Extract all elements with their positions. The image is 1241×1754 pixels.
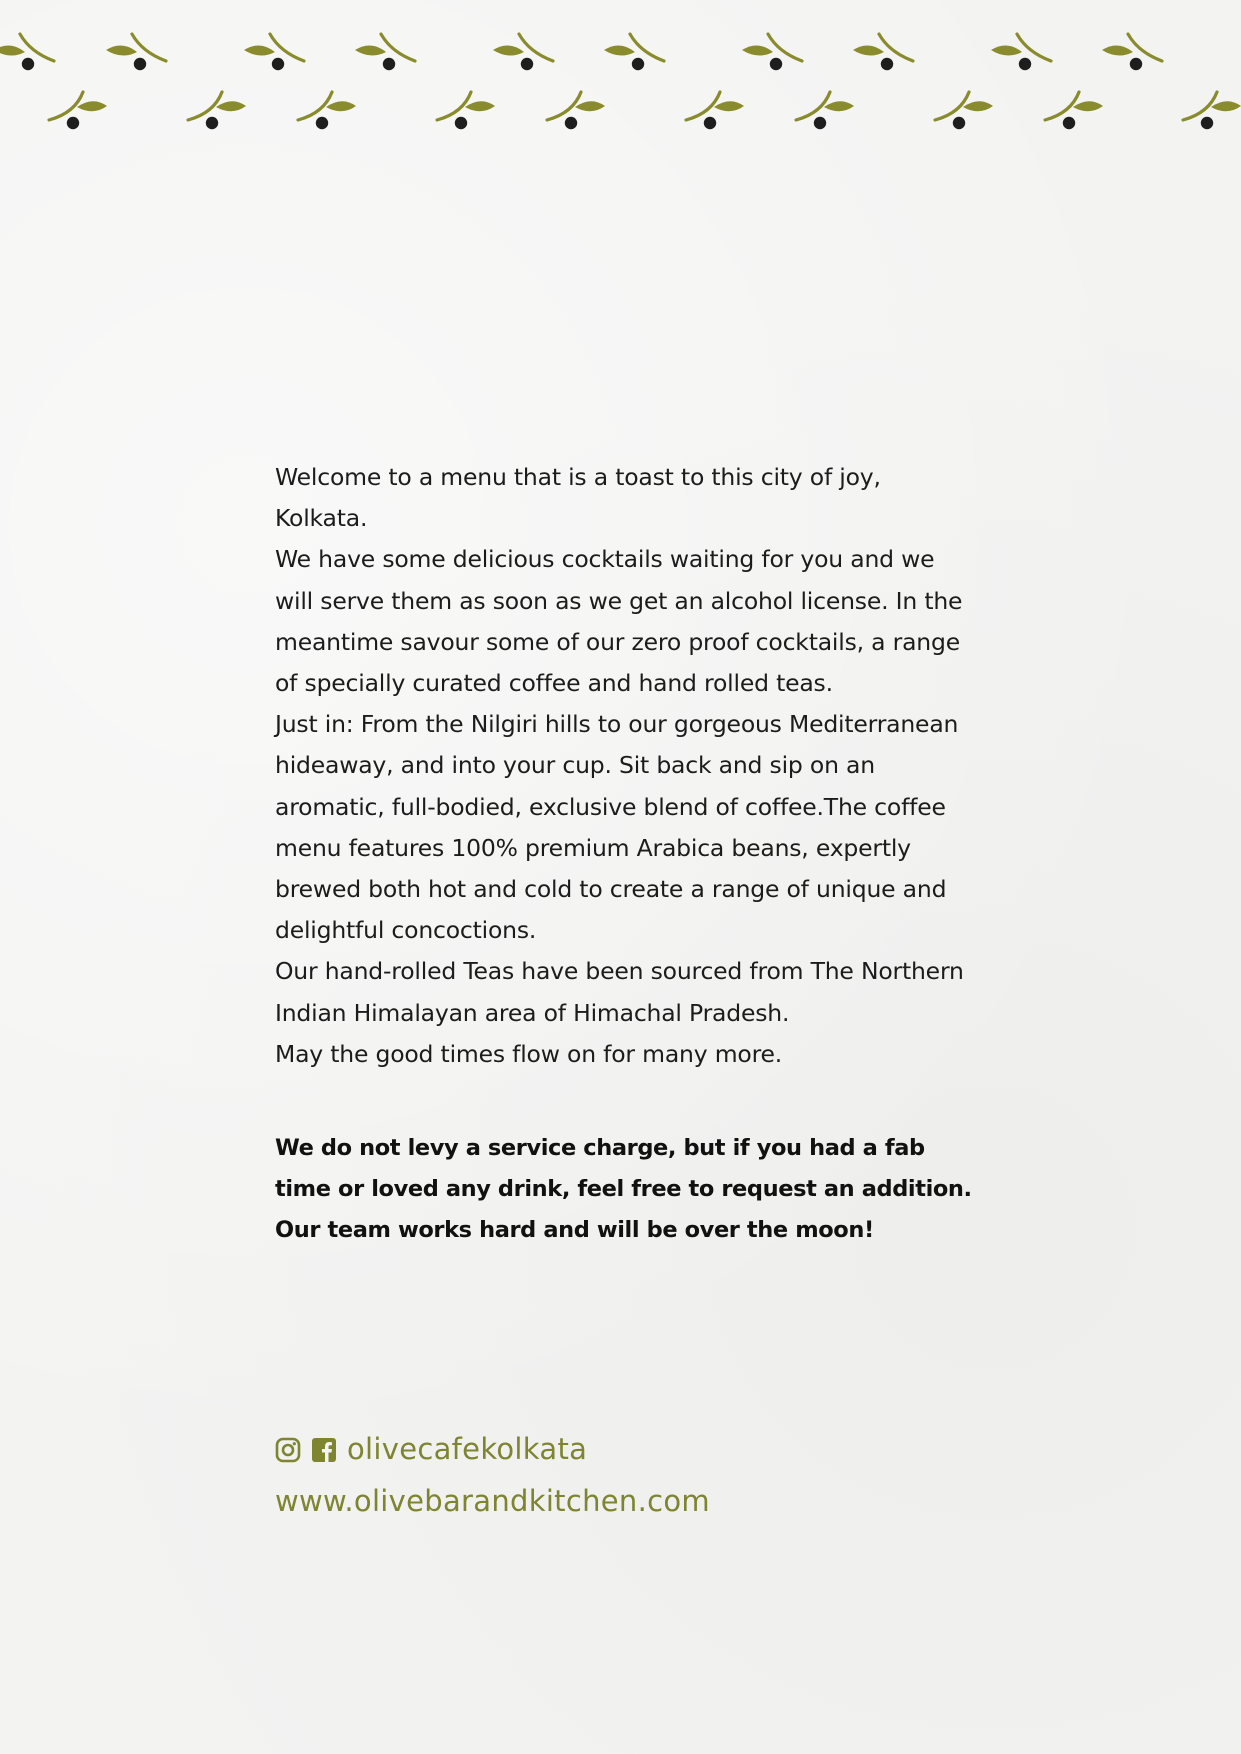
intro-paragraph-cocktails: We have some delicious cocktails waiting for you and we will serve them as soon as we get an alcohol license. In the meantime savour some of our zero proof cocktails, a range of specially curated coffee and hand rolled teas. bbox=[275, 545, 963, 698]
notice-text: We do not levy a service charge, but if you had a fab time or loved any drink, feel free to request an addition. Our team works hard and will be over the moon! bbox=[275, 1135, 972, 1244]
olive-icon bbox=[935, 92, 993, 129]
olive-icon bbox=[244, 34, 304, 70]
olive-icon bbox=[437, 92, 495, 129]
website-row bbox=[275, 1484, 710, 1518]
olive-icon bbox=[106, 34, 166, 70]
intro-paragraph-teas: Our hand-rolled Teas have been sourced from The Northern Indian Himalayan area of Himachal Pradesh. bbox=[275, 957, 964, 1027]
facebook-icon[interactable] bbox=[311, 1436, 337, 1462]
olive-icon bbox=[686, 92, 744, 129]
olive-row-bottom bbox=[49, 92, 1241, 129]
olive-icon bbox=[604, 34, 664, 70]
olive-icon bbox=[547, 92, 605, 129]
olive-icon bbox=[1045, 92, 1103, 129]
welcome-text bbox=[275, 457, 975, 1075]
olive-icon bbox=[355, 34, 415, 70]
olive-icon bbox=[1183, 92, 1241, 129]
intro-paragraph-coffee: Just in: From the Nilgiri hills to our gorgeous Mediterranean hideaway, and into your cup. Sit back and sip on an aromatic, full-bodied, exclusive blend of coffee.The coffee menu features 100% premium Arabica beans, expertly brewed both hot and cold to create a range of unique and delightful concoctions. bbox=[275, 710, 959, 945]
olive-icon bbox=[796, 92, 854, 129]
olive-icon bbox=[1102, 34, 1162, 70]
olive-icon bbox=[742, 34, 802, 70]
olive-icon bbox=[853, 34, 913, 70]
olive-icon bbox=[188, 92, 246, 129]
olive-branch-pattern bbox=[0, 0, 1241, 140]
olive-icon bbox=[298, 92, 356, 129]
olive-icon bbox=[493, 34, 553, 70]
olive-row-top bbox=[0, 34, 1162, 70]
olive-icon bbox=[49, 92, 107, 129]
social-handle-row bbox=[275, 1432, 587, 1466]
social-handle-link[interactable]: olivecafekolkata bbox=[347, 1432, 588, 1466]
olive-icon bbox=[0, 34, 54, 70]
instagram-icon[interactable] bbox=[275, 1436, 301, 1462]
intro-paragraph-welcome: Welcome to a menu that is a toast to this city of joy, Kolkata. bbox=[275, 463, 881, 533]
olive-icon bbox=[991, 34, 1051, 70]
intro-paragraph-closing: May the good times flow on for many more. bbox=[275, 1039, 783, 1068]
service-charge-notice bbox=[275, 1128, 975, 1252]
website-link[interactable]: www.olivebarandkitchen.com bbox=[275, 1484, 710, 1518]
